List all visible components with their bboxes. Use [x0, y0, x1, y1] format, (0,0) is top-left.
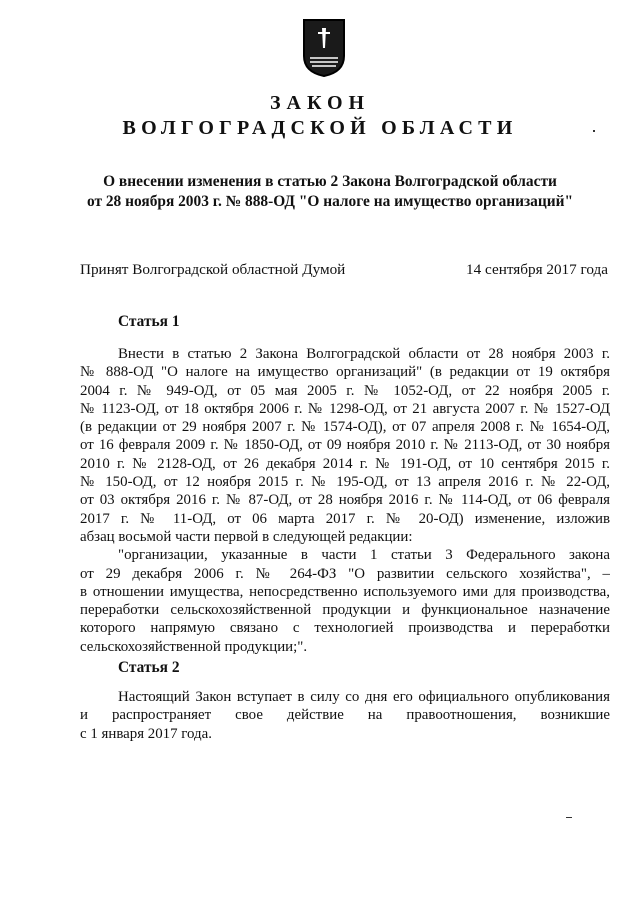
adopted-by: Принят Волгоградской областной Думой [80, 261, 346, 278]
text-line: в отношении имущества, непосредственно используемого ими для производства, [80, 583, 610, 600]
text-line: которого напрямую связано с технологией производства и переработки [80, 620, 610, 637]
text-line: № 1123-ОД, от 18 октября 2006 г. № 1298-ОД, от 21 августа 2007 г. № 1527-ОД [80, 400, 610, 417]
text-line: с 1 января 2017 года. [80, 725, 212, 742]
text-line: переработки сельскохозяйственной продукции и функциональное назначение [80, 602, 610, 619]
text-line: № 150-ОД, от 12 ноября 2015 г. № 195-ОД, от 13 апреля 2016 г. № 22-ОД, [80, 474, 610, 491]
region-title: ВОЛГОГРАДСКОЙ ОБЛАСТИ [122, 117, 518, 139]
text-line: сельскохозяйственной продукции;". [80, 638, 308, 655]
scan-speck [593, 130, 595, 132]
article-2-text [80, 688, 610, 743]
law-subject-line: от 28 ноября 2003 г. № 888-ОД "О налоге на имущество организаций" [86, 193, 574, 210]
text-line: (в редакции от 29 ноября 2007 г. № 1574-ОД), от 07 апреля 2008 г. № 1654-ОД, [80, 419, 610, 436]
text-line: 2004 г. № 949-ОД, от 05 мая 2005 г. № 1052-ОД, от 22 ноября 2005 г. [80, 382, 610, 399]
law-subject [60, 172, 600, 212]
article-1-text [80, 345, 610, 656]
text-line: от 03 октября 2016 г. № 87-ОД, от 28 ноября 2016 г. № 114-ОД, от 06 февраля [80, 492, 610, 509]
article-2-heading: Статья 2 [118, 659, 180, 676]
text-line: от 29 декабря 2006 г. № 264-ФЗ "О развитии сельского хозяйства", – [80, 565, 610, 582]
text-line: № 888-ОД "О налоге на имущество организаций" (в редакции от 19 октября [80, 364, 610, 381]
text-line: от 16 февраля 2009 г. № 1850-ОД, от 09 ноября 2010 г. № 2113-ОД, от 30 ноября [80, 437, 610, 454]
text-line: Внести в статью 2 Закона Волгоградской области от 28 ноября 2003 г. [118, 346, 610, 362]
text-line: и распространяет свое действие на правоотношения, возникшие [80, 707, 610, 724]
text-line: абзац восьмой части первой в следующей редакции: [80, 528, 413, 545]
scan-speck [566, 817, 572, 818]
article-1-heading: Статья 1 [118, 313, 180, 330]
document-type-title: ЗАКОН [269, 92, 371, 114]
text-line: 2017 г. № 11-ОД, от 06 марта 2017 г. № 20-ОД) изменение, изложив [80, 510, 610, 527]
volgograd-coat-of-arms-icon [302, 18, 346, 78]
adoption-date: 14 сентября 2017 года [466, 261, 608, 278]
text-line: Настоящий Закон вступает в силу со дня его официального опубликования [118, 689, 610, 705]
text-line: 2010 г. № 2128-ОД, от 26 декабря 2014 г. № 191-ОД, от 10 сентября 2015 г. [80, 455, 610, 472]
law-subject-line: О внесении изменения в статью 2 Закона Волгоградской области [103, 173, 557, 190]
text-line: "организации, указанные в части 1 статьи 3 Федерального закона [118, 547, 610, 564]
